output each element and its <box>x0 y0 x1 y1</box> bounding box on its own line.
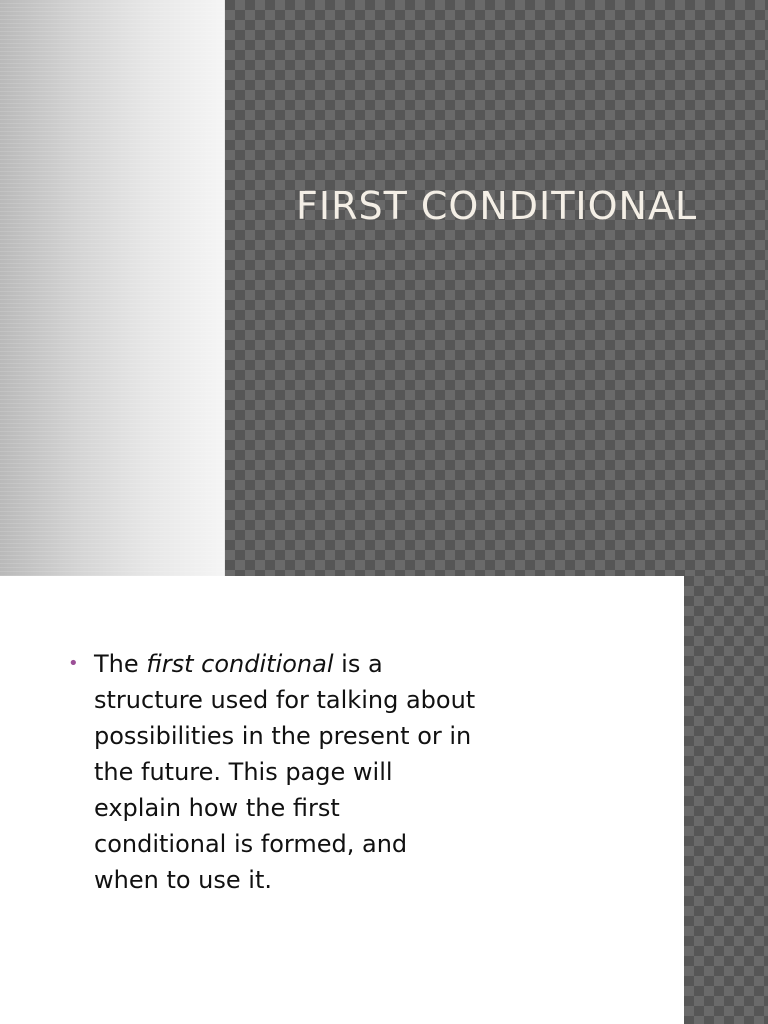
diamond-pattern-panel <box>225 0 768 576</box>
bullet-list <box>66 646 476 898</box>
content-slide <box>0 576 768 1024</box>
slide-title: FIRST CONDITIONAL <box>296 184 698 228</box>
bullet-italic-term: first conditional <box>146 650 334 678</box>
diamond-pattern-strip <box>684 576 768 1024</box>
bullet-lead-text: The <box>94 650 147 678</box>
bullet-item <box>66 646 476 898</box>
bullet-icon: • <box>68 653 79 674</box>
gradient-panel <box>0 0 224 576</box>
bullet-body-text: is a structure used for talking about possibilities in the present or in the future. This page will explain how the first conditional is formed, and when to use it. <box>94 650 476 894</box>
